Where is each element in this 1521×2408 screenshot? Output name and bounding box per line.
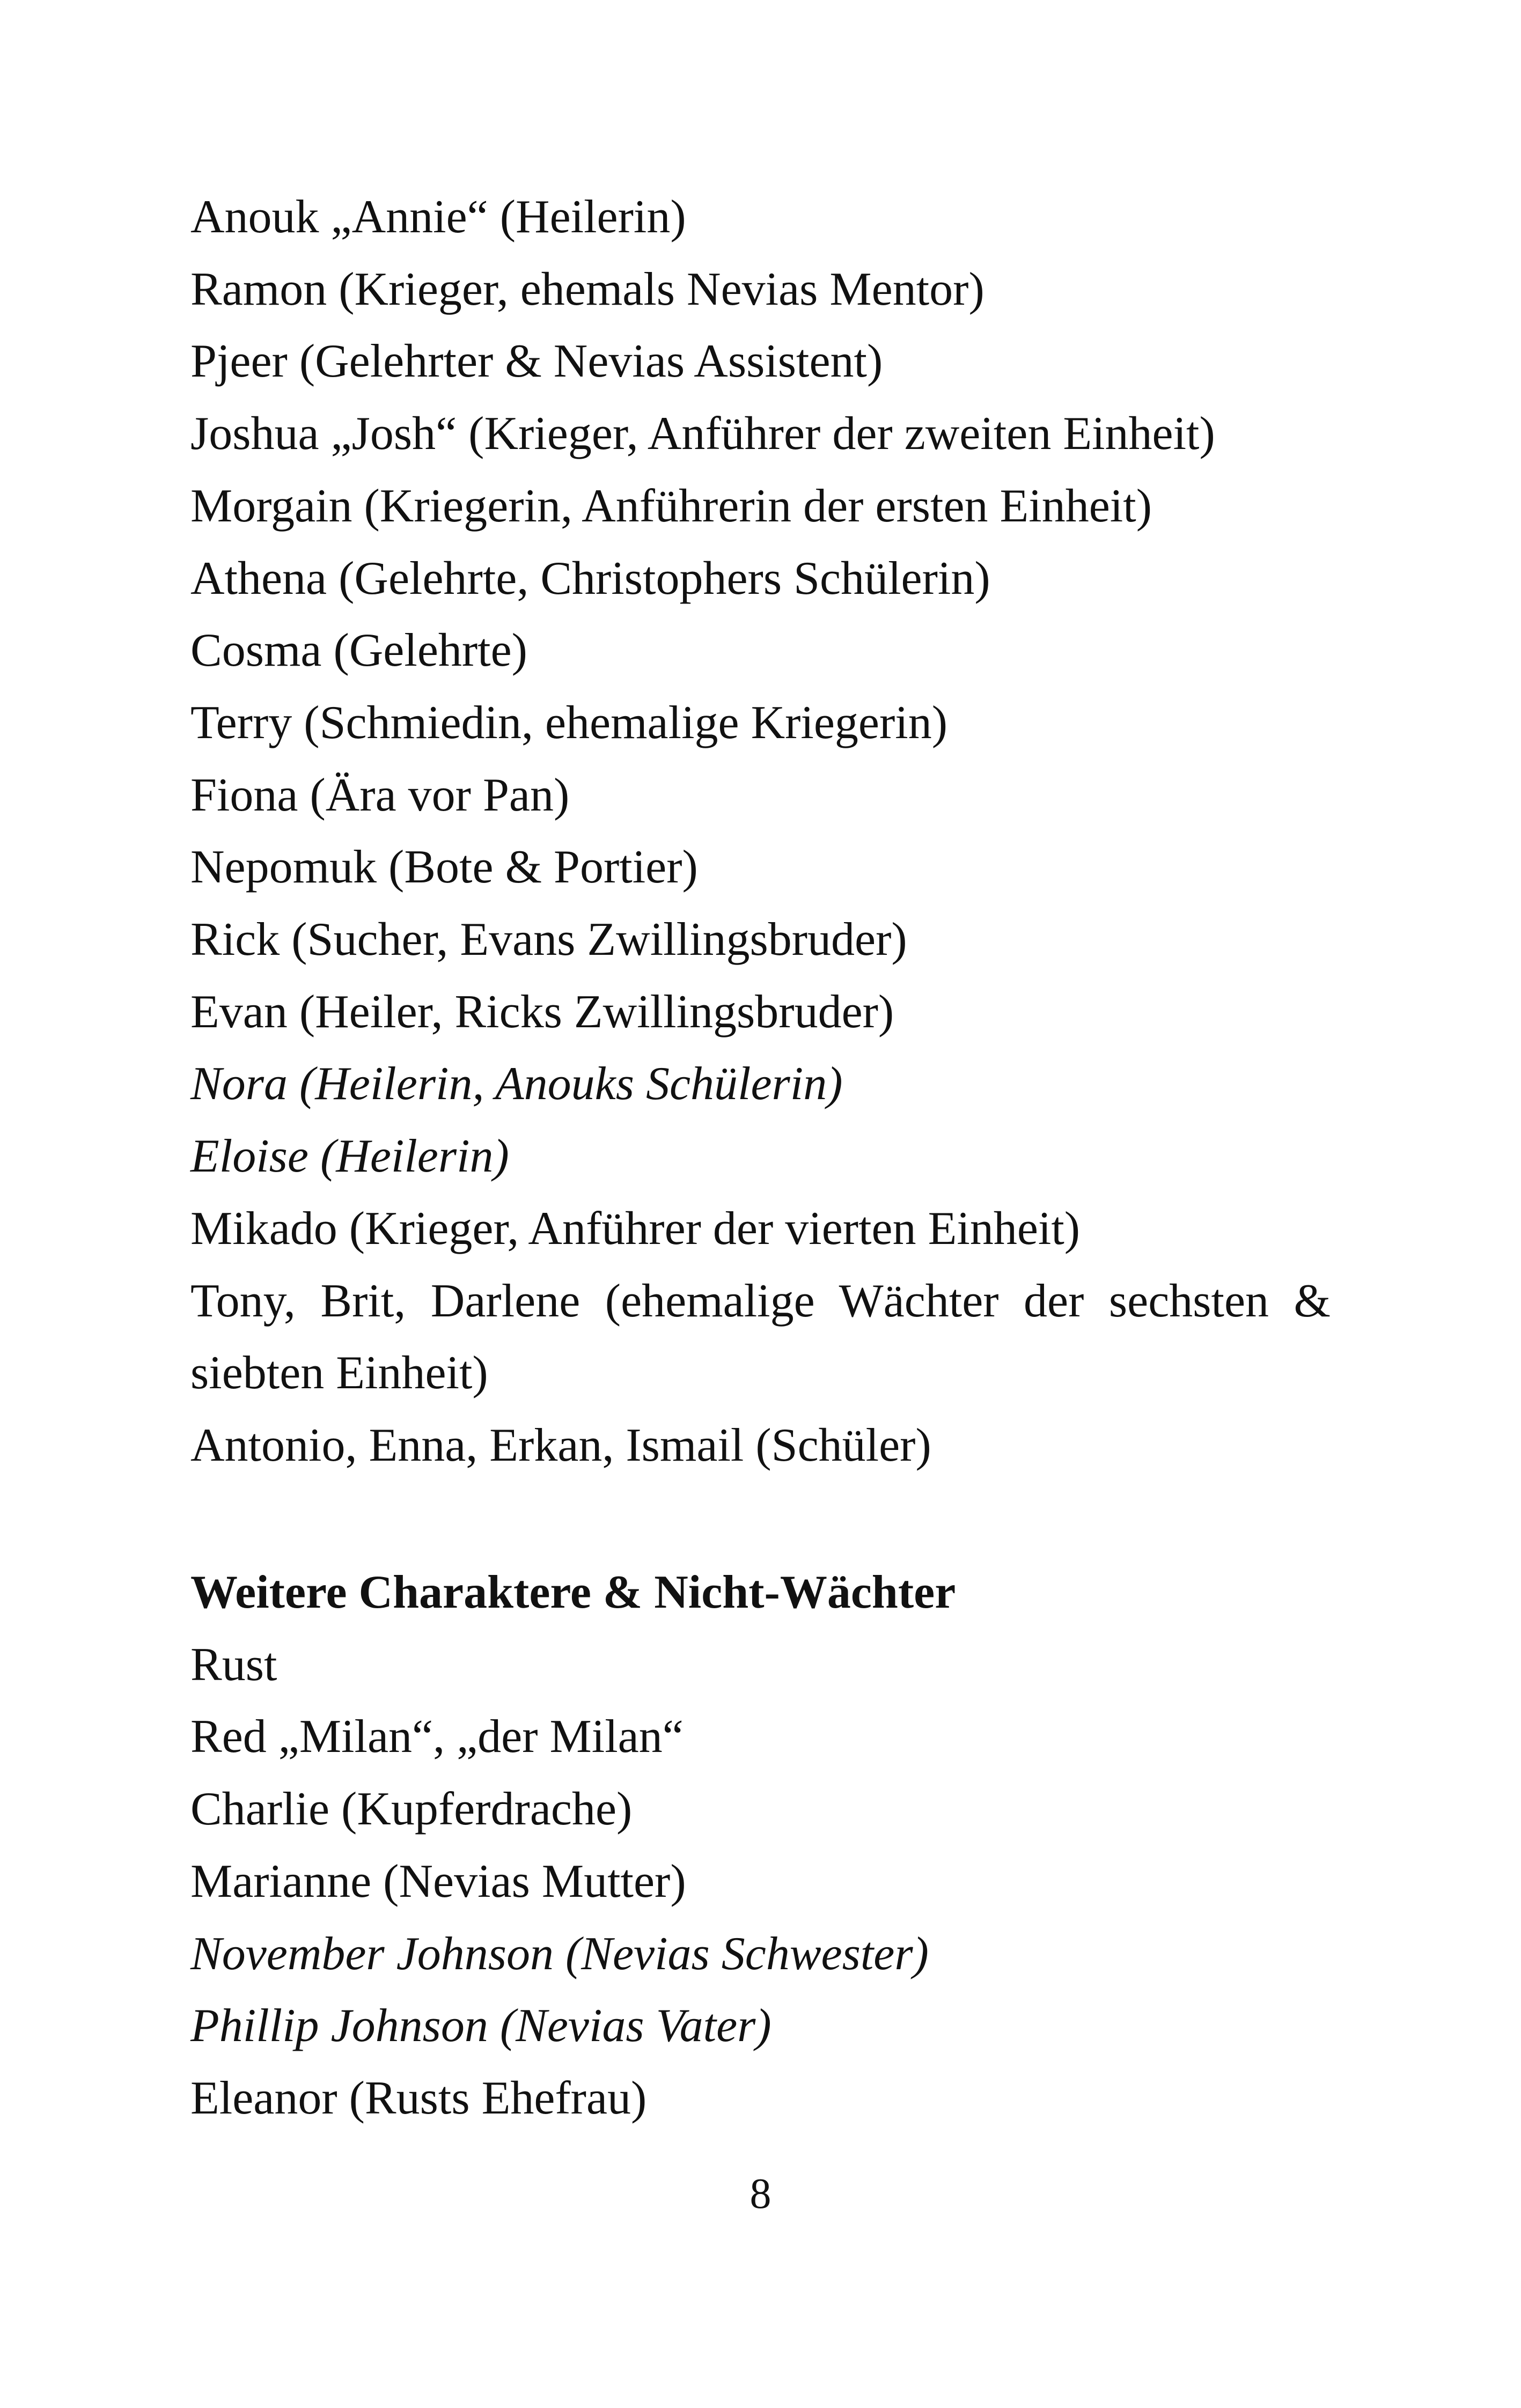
character-entry: Pjeer (Gelehrter & Nevias Assistent)	[190, 335, 883, 388]
character-entry: Red „Milan“, „der Milan“	[190, 1711, 684, 1763]
character-entry: Eloise (Heilerin)	[190, 1130, 509, 1183]
character-entry: Rust	[190, 1638, 277, 1691]
character-entry: Phillip Johnson (Nevias Vater)	[190, 2000, 771, 2052]
page-number: 8	[750, 2170, 771, 2218]
character-entry: Nora (Heilerin, Anouks Schülerin)	[190, 1058, 843, 1110]
character-entry: Terry (Schmiedin, ehemalige Kriegerin)	[190, 696, 948, 749]
character-entry: Antonio, Enna, Erkan, Ismail (Schüler)	[190, 1419, 931, 1471]
character-entry: Charlie (Kupferdrache)	[190, 1783, 633, 1836]
character-entry: Evan (Heiler, Ricks Zwillingsbruder)	[190, 985, 894, 1038]
character-entry: Anouk „Annie“ (Heilerin)	[190, 191, 686, 243]
character-entry: November Johnson (Nevias Schwester)	[190, 1927, 929, 1980]
character-entry: Rick (Sucher, Evans Zwillingsbruder)	[190, 914, 907, 966]
character-entry: Nepomuk (Bote & Portier)	[190, 841, 698, 894]
section-heading: Weitere Charaktere & Nicht-Wächter	[190, 1566, 956, 1618]
character-entry: Tony, Brit, Darlene (ehemalige Wächter der sechsten & siebten Einheit)	[190, 1275, 1331, 1400]
character-entry: Athena (Gelehrte, Christophers Schülerin)	[190, 552, 990, 605]
character-entry: Joshua „Josh“ (Krieger, Anführer der zweiten Einheit)	[190, 408, 1215, 460]
character-entry: Fiona (Ära vor Pan)	[190, 769, 570, 821]
character-entry: Morgain (Kriegerin, Anführerin der ersten Einheit)	[190, 480, 1152, 532]
other-characters-list	[190, 1629, 1331, 2135]
character-entry: Mikado (Krieger, Anführer der vierten Einheit)	[190, 1202, 1081, 1255]
character-entry: Cosma (Gelehrte)	[190, 624, 527, 677]
character-entry: Eleanor (Rusts Ehefrau)	[190, 2072, 647, 2124]
guardians-character-list	[190, 181, 1331, 1482]
character-entry: Ramon (Krieger, ehemals Nevias Mentor)	[190, 263, 984, 315]
character-entry: Marianne (Nevias Mutter)	[190, 1855, 686, 1908]
